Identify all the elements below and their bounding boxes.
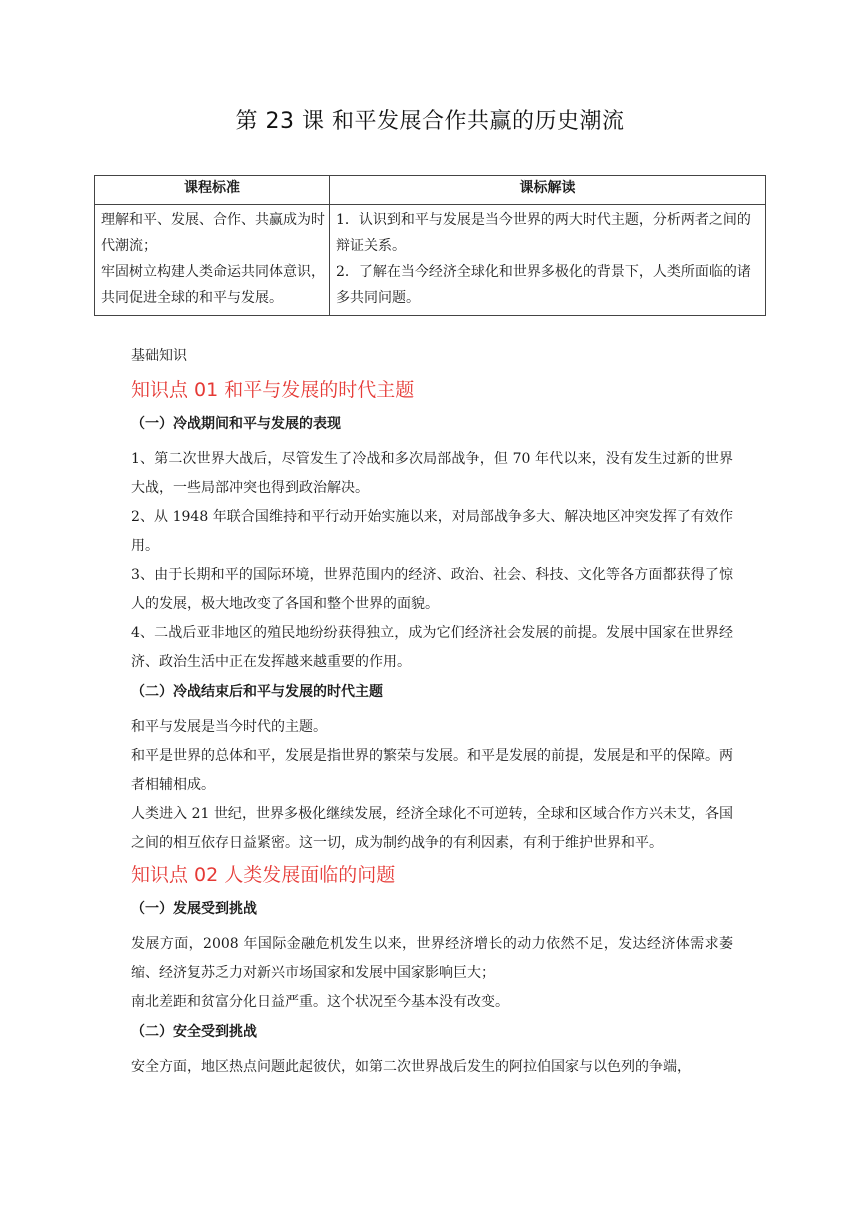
interpretation-line: 1．认识到和平与发展是当今世界的两大时代主题，分析两者之间的辩证关系。 <box>336 212 751 254</box>
standard-cell <box>95 205 330 316</box>
table-header-interpretation: 课标解读 <box>330 176 766 205</box>
section-heading: （二）冷战结束后和平与发展的时代主题 <box>131 684 383 700</box>
page-title: 第 23 课 和平发展合作共赢的历史潮流 <box>235 109 625 134</box>
standard-line: 理解和平、发展、合作、共赢成为时代潮流； <box>101 212 325 254</box>
paragraph: 3、由于长期和平的国际环境，世界范围内的经济、政治、社会、科技、文化等各方面都获得了惊人的发展，极大地改变了各国和整个世界的面貌。 <box>131 567 733 612</box>
standard-line: 牢固树立构建人类命运共同体意识，共同促进全球的和平与发展。 <box>101 264 325 306</box>
table-header-row <box>95 176 766 205</box>
basic-knowledge-label: 基础知识 <box>131 348 187 364</box>
paragraph: 4、二战后亚非地区的殖民地纷纷获得独立，成为它们经济社会发展的前提。发展中国家在世界经济、政治生活中正在发挥越来越重要的作用。 <box>131 625 733 670</box>
paragraph: 南北差距和贫富分化日益严重。这个状况至今基本没有改变。 <box>131 994 509 1010</box>
knowledge-point-title: 知识点 01 和平与发展的时代主题 <box>131 379 415 401</box>
paragraph: 和平与发展是当今时代的主题。 <box>131 719 327 735</box>
interpretation-cell <box>330 205 766 316</box>
interpretation-line: 2．了解在当今经济全球化和世界多极化的背景下，人类所面临的诸多共同问题。 <box>336 264 751 306</box>
section-heading: （二）安全受到挑战 <box>131 1024 257 1040</box>
main-content <box>131 345 733 1082</box>
paragraph: 发展方面，2008 年国际金融危机发生以来，世界经济增长的动力依然不足，发达经济体需求萎缩、经济复苏乏力对新兴市场国家和发展中国家影响巨大； <box>131 936 733 981</box>
table-row <box>95 205 766 316</box>
paragraph: 和平是世界的总体和平，发展是指世界的繁荣与发展。和平是发展的前提，发展是和平的保障。两者相辅相成。 <box>131 748 733 793</box>
paragraph: 1、第二次世界大战后，尽管发生了冷战和多次局部战争，但 70 年代以来，没有发生过新的世界大战，一些局部冲突也得到政治解决。 <box>131 451 733 496</box>
curriculum-table <box>94 175 766 316</box>
section-heading: （一）冷战期间和平与发展的表现 <box>131 416 341 432</box>
paragraph: 安全方面，地区热点问题此起彼伏，如第二次世界战后发生的阿拉伯国家与以色列的争端， <box>131 1059 691 1075</box>
paragraph: 人类进入 21 世纪，世界多极化继续发展，经济全球化不可逆转，全球和区域合作方兴未艾，各国之间的相互依存日益紧密。这一切，成为制约战争的有利因素，有利于维护世界和平。 <box>131 806 733 851</box>
table-header-standard: 课程标准 <box>95 176 330 205</box>
paragraph: 2、从 1948 年联合国维持和平行动开始实施以来，对局部战争多大、解决地区冲突发挥了有效作用。 <box>131 509 733 554</box>
section-heading: （一）发展受到挑战 <box>131 901 257 917</box>
knowledge-point-title: 知识点 02 人类发展面临的问题 <box>131 864 396 886</box>
